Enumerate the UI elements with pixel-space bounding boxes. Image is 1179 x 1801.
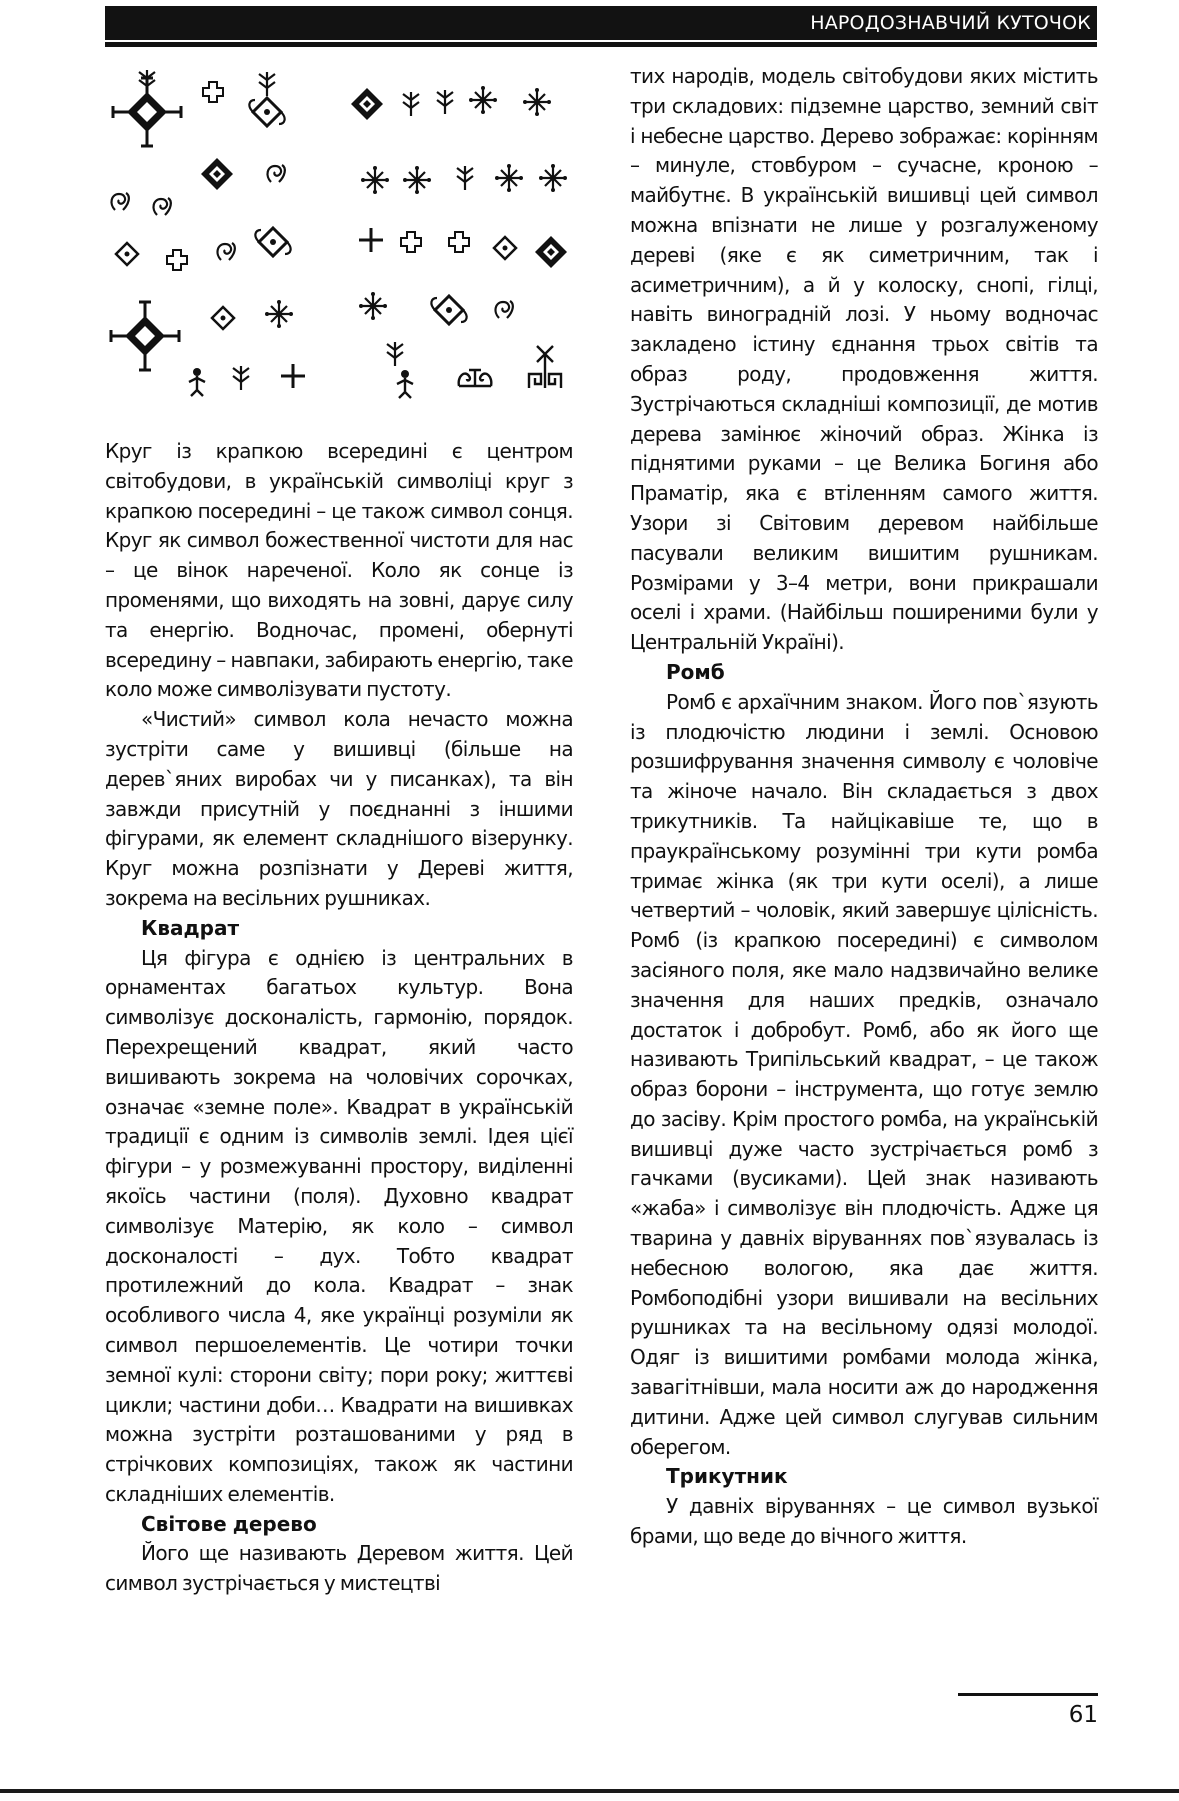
left-text-column — [105, 437, 573, 1599]
header-rule — [105, 42, 1097, 47]
paragraph-square: Ця фігура є однією із центральних в орнаментах багатьох культур. Вона символізує досконалість, гармонію, порядок. Перехрещений квадрат, який часто вишивають зокрема на чоловічих сорочках, означає «земне поле». Квадрат в українській традиції є одним із символів землі. Ідея цієї фігури – у розмежуванні простору, виділенні якоїсь частини (поля). Духовно квадрат символізує Матерію, як коло – символ досконалості – дух. Тобто квадрат протилежний до кола. Квадрат – знак особливого числа 4, яке українці розуміли як символ першоелементів. Це чотири точки земної кулі: сторони світу; пори року; життєві цикли; частини доби… Квадрати на вишивках можна зустріти розташованими у ряд в стрічкових композиціях, також як частини складніших елементів. — [105, 945, 573, 1506]
paragraph-world-tree-start: Його ще називають Деревом життя. Цей символ зустрічається у мистецтві — [105, 1541, 573, 1596]
heading-triangle: Трикутник — [666, 1464, 788, 1489]
heading-square: Квадрат — [141, 915, 240, 940]
right-text-column — [630, 62, 1098, 1552]
section-header — [105, 6, 1097, 40]
ornament-grid — [111, 70, 567, 398]
paragraph-circle-embroidery: «Чистий» символ кола нечасто можна зустріти саме у вишивці (більше на дерев`яних виробах чи у писанках), та він завжди присутній у поєднанні з іншими фігурами, як елемент складнішого візерунку. Круг можна розпізнати у Дереві життя, зокрема на весільних рушниках. — [105, 707, 573, 910]
heading-world-tree: Світове дерево — [141, 1511, 317, 1536]
scan-bottom-edge — [0, 1789, 1179, 1793]
paragraph-triangle: У давніх віруваннях – це символ вузької брами, що веде до вічного життя. — [630, 1494, 1098, 1549]
page-number: 61 — [1068, 1702, 1098, 1728]
heading-rhomb: Ромб — [666, 659, 725, 684]
footer-rule — [958, 1693, 1098, 1696]
paragraph-circle-intro: Круг із крапкою всередині є центром світобудови, в українській символіці круг з крапкою посередині – це також символ сонця. Круг як символ божественної чистоти для нас – це вінок нареченої. Коло як сонце із променями, що виходять на зовні, дарує силу та енергію. Водночас, промені, обернуті всередину – навпаки, забирають енергію, таке коло може символізувати пустоту. — [105, 439, 573, 702]
embroidery-ornament-motifs-icon — [105, 62, 575, 414]
paragraph-rhomb: Ромб є архаїчним знаком. Його пов`язують із плодючістю людини і землі. Основою розшифрування значення символу є чоловіче та жіноче начало. Він складається з двох трикутників. Та найцікавіше те, що в праукраїнському розумінні три кути ромба тримає жінка (як три кути оселі), а лише четвертий – чоловік, який завершує цілісність. Ромб (із крапкою посередині) є символом засіяного поля, яке мало надзвичайно велике значення для наших предків, означало достаток і добробут. Ромб, або як його ще називають Трипільський квадрат, – це також образ борони – інструмента, що готує землю до засіву. Крім простого ромба, на українській вишивці дуже часто зустрічається ромб з гачками (вусиками). Цей знак називають «жаба» і символізує він плодючість. Адже ця тварина у давніх віруваннях пов`язувалась із небесною вологою, яка дає життя. Ромбоподібні узори вишивали на весільних рушниках та на весільному одязі молодої. Одяг із вишитими ромбами молода жінка, завагітнівши, мала носити аж до народження дитини. Адже цей символ слугував сильним оберегом. — [630, 689, 1098, 1459]
paragraph-world-tree-continued: тих народів, модель світобудови яких містить три складових: підземне царство, земний світ і небесне царство. Дерево зображає: корінням – минуле, стовбуром – сучасне, кроною – майбутнє. В українській вишивці цей символ можна впізнати не лише у розгалуженому дереві (яке є як симетричним, так і асиметричним), а й у колоску, снопі, гілці, навіть виноградній лозі. У ньому водночас закладено істину єднання трьох світів та образ роду, продовження життя. Зустрічаються складніші композиції, де мотив дерева замінює жіночий образ. Жінка із піднятими руками – це Велика Богиня або Праматір, яка є втіленням самого життя. Узори зі Світовим деревом найбільше пасували великим вишитим рушникам. Розмірами у 3–4 метри, вони прикрашали оселі і храми. (Найбільш поширеними були у Центральній Україні). — [630, 64, 1098, 655]
section-title: НАРОДОЗНАВЧИЙ КУТОЧОК — [810, 12, 1091, 34]
